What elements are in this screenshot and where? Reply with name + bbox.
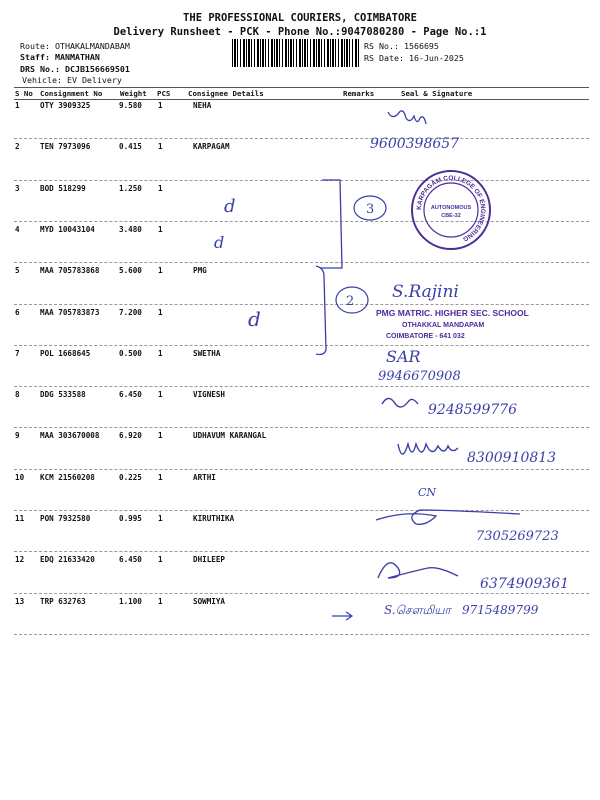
row-weight: 7.200 <box>119 307 142 317</box>
row-pcs: 1 <box>158 390 163 400</box>
row-weight: 0.225 <box>119 472 142 482</box>
row-weight: 0.415 <box>119 142 142 152</box>
signature-row1-number: 9600398657 <box>370 136 460 152</box>
rs-date: RS Date: 16-Jun-2025 <box>364 53 464 63</box>
row-consignment: OTY 3909325 <box>40 101 91 110</box>
row-consignment: TRP 632763 <box>40 596 86 606</box>
row-pcs: 1 <box>158 183 163 193</box>
row-divider <box>14 180 589 181</box>
bracket-rows5-6 <box>316 266 326 355</box>
row-consignee: KIRUTHIKA <box>193 514 235 523</box>
row-consignment: EDQ 21633420 <box>40 555 95 565</box>
rs-number: RS No.: 1566695 <box>364 41 439 51</box>
row-consignee: UDHAVUM KARANGAL <box>193 431 267 441</box>
signature-row1 <box>388 111 426 124</box>
college-seal-center: AUTONOMOUS <box>430 205 472 211</box>
bracket-rows3-4 <box>320 180 342 268</box>
row-consignment: MYD 10043104 <box>40 224 95 234</box>
college-seal-center2: CBE-32 <box>441 213 461 219</box>
row-divider <box>14 345 589 346</box>
signature-row10 <box>376 510 520 524</box>
signature-row12 <box>378 563 458 578</box>
row-weight: 0.995 <box>119 514 142 523</box>
row-consignee: PMG <box>193 266 207 276</box>
row-pcs: 1 <box>158 101 163 110</box>
signature-row12-number: 6374909361 <box>480 576 570 592</box>
company-title: THE PROFESSIONAL COURIERS, COIMBATORE <box>183 12 417 24</box>
row-sno: 11 <box>15 514 25 523</box>
row-pcs: 1 <box>158 307 163 317</box>
circle-label-2-text: 2 <box>346 294 355 309</box>
row-divider <box>14 427 589 428</box>
row-consignment: MAA 303670008 <box>40 431 100 441</box>
row-consignee: VIGNESH <box>193 390 226 400</box>
signature-row9-number: 8300910813 <box>467 450 557 466</box>
school-stamp <box>376 308 529 340</box>
row-sno: 3 <box>15 183 20 193</box>
row-consignment: POL 1668645 <box>40 348 91 358</box>
row-consignee: ARTHI <box>193 472 216 482</box>
row-sno: 2 <box>15 142 20 152</box>
col-sno: S No <box>15 89 33 98</box>
row-pcs: 1 <box>158 142 163 152</box>
row-pcs: 1 <box>158 514 163 523</box>
col-consignee: Consignee Details <box>188 89 264 98</box>
row-weight: 0.500 <box>119 348 142 358</box>
row-consignment: PON 7932580 <box>40 514 91 523</box>
row-divider <box>14 593 589 594</box>
signature-row8 <box>382 398 418 407</box>
circle-label-1 <box>354 196 386 220</box>
mark-row3: d <box>224 196 236 217</box>
school-stamp-line2: OTHAKKAL MANDAPAM <box>402 322 485 329</box>
row-pcs: 1 <box>158 348 163 358</box>
row-consignee: SWETHA <box>193 348 221 358</box>
row-pcs: 1 <box>158 555 163 565</box>
route-label: Route: OTHAKALMANDABAM <box>20 41 130 51</box>
signature-row10-mark: CN <box>418 486 437 499</box>
school-stamp-line3: COIMBATORE - 641 032 <box>386 333 465 340</box>
row-sno: 7 <box>15 348 20 358</box>
circle-label-2 <box>336 287 368 313</box>
row-consignment: KCM 21560208 <box>40 472 95 482</box>
row-weight: 9.580 <box>119 101 142 110</box>
row-divider <box>14 262 589 263</box>
row-divider <box>14 510 589 511</box>
row-pcs: 1 <box>158 596 163 606</box>
row-sno: 1 <box>15 101 20 110</box>
row-weight: 5.600 <box>119 266 142 276</box>
college-seal-ring: KARPAGAM COLLEGE OF ENGINEERING <box>415 174 487 243</box>
row-sno: 6 <box>15 307 20 317</box>
row-pcs: 1 <box>158 266 163 276</box>
table-header-rule <box>14 99 589 100</box>
row-consignment: TEN 7973096 <box>40 142 91 152</box>
staff-label: Staff: MANMATHAN <box>20 52 100 62</box>
col-remarks: Remarks <box>343 89 375 98</box>
barcode <box>232 39 360 67</box>
signature-row13-number: 9715489799 <box>462 603 539 617</box>
row-weight: 6.920 <box>119 431 142 441</box>
college-seal <box>412 171 490 249</box>
row-sno: 4 <box>15 224 20 234</box>
row-weight: 1.250 <box>119 183 142 193</box>
row-consignment: BOD 518299 <box>40 183 86 193</box>
row-divider <box>14 469 589 470</box>
table-top-rule <box>14 87 589 88</box>
row-consignment: MAA 705783868 <box>40 266 100 276</box>
row-sno: 9 <box>15 431 20 441</box>
row-divider <box>14 386 589 387</box>
signature-row11-number: 7305269723 <box>476 529 559 544</box>
col-pcs: PCS <box>157 89 171 98</box>
row-pcs: 1 <box>158 224 163 234</box>
col-signature: Seal & Signature <box>401 89 473 98</box>
row-sno: 5 <box>15 266 20 276</box>
col-consignment: Consignment No <box>40 89 103 98</box>
row-consignee: KARPAGAM <box>193 142 230 152</box>
row-consignee: SOWMIYA <box>193 596 226 606</box>
row-consignment: DDG 533588 <box>40 390 86 400</box>
row-divider <box>14 551 589 552</box>
row-weight: 1.100 <box>119 596 142 606</box>
runsheet-subtitle: Delivery Runsheet - PCK - Phone No.:9047080280 - Page No.:1 <box>113 26 487 38</box>
row-sno: 8 <box>15 390 20 400</box>
row-divider <box>14 304 589 305</box>
row-pcs: 1 <box>158 431 163 441</box>
mark-row6: d <box>248 307 261 331</box>
school-stamp-line1: PMG MATRIC. HIGHER SEC. SCHOOL <box>376 308 529 318</box>
row-consignee: DHILEEP <box>193 555 226 565</box>
row-sno: 13 <box>15 596 25 606</box>
row-sno: 12 <box>15 555 25 565</box>
vehicle-label: Vehicle: EV Delivery <box>22 75 122 85</box>
signature-row13-name: S.சௌமியா <box>384 603 451 617</box>
row-divider <box>14 634 589 635</box>
row-pcs: 1 <box>158 472 163 482</box>
drs-number: DRS No.: DCJB156669501 <box>20 64 130 74</box>
row-weight: 6.450 <box>119 390 142 400</box>
row-consignment: MAA 705783873 <box>40 307 100 317</box>
arrow-row13 <box>332 612 352 620</box>
row-weight: 6.450 <box>119 555 142 565</box>
row-sno: 10 <box>15 472 25 482</box>
signature-row9 <box>398 444 458 454</box>
row-consignee: NEHA <box>193 101 212 110</box>
signature-row8-number: 9248599776 <box>428 402 518 418</box>
signature-row7-name: SAR <box>386 347 421 366</box>
row-divider <box>14 138 589 139</box>
row-weight: 3.480 <box>119 224 142 234</box>
mark-row4: d <box>214 233 225 252</box>
circle-label-1-text: 3 <box>366 202 375 217</box>
signature-row5-name: S.Rajini <box>392 282 459 302</box>
signature-row7-number: 9946670908 <box>378 369 461 384</box>
row-divider <box>14 221 589 222</box>
col-weight: Weight <box>120 89 147 98</box>
